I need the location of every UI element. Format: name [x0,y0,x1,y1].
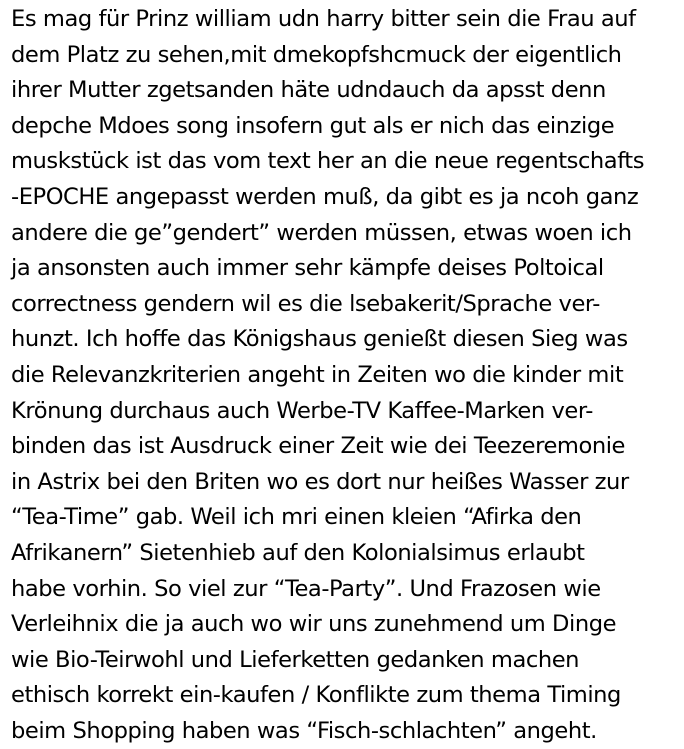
text-line: ihrer Mutter zgetsanden häte udndauch da apsst denn [11,77,606,104]
text-line: Verleihnix die ja auch wo wir uns zunehmend um Dinge [11,611,617,638]
text-line: Es mag für Prinz william udn harry bitter sein die Frau auf [11,6,636,32]
text-line: binden das ist Ausdruck einer Zeit wie dei Teezeremonie [11,433,625,460]
text-line: dem Platz zu sehen,mit dmekopfshcmuck der eigentlich [11,41,622,68]
text-line: hunzt. Ich hoffe das Königshaus genießt diesen Sieg was [11,326,628,353]
text-line: wie Bio-Teirwohl und Lieferketten gedanken machen [11,646,580,673]
text-line: andere die ge”gendert” werden müssen, etwas woen ich [11,219,632,246]
text-line: beim Shopping haben was “Fisch-schlachten” angeht. [11,717,597,744]
text-line: ethisch korrekt ein-kaufen / Konflikte zum thema Timing [11,682,621,709]
text-line: “Tea-Time” gab. Weil ich mri einen kleien “Afirka den [11,504,582,531]
text-line: depche Mdoes song insofern gut als er nich das einzige [11,112,615,139]
text-line: muskstück ist das vom text her an die neue regentschafts [11,148,645,175]
text-line: -EPOCHE angepasst werden muß, da gibt es ja ncoh ganz [11,183,639,210]
paragraph [11,2,679,749]
text-line: Afrikanern” Sietenhieb auf den Kolonialsimus erlaubt [11,539,585,566]
text-line: die Relevanzkriterien angeht in Zeiten wo die kinder mit [11,361,624,388]
text-line: ja ansonsten auch immer sehr kämpfe deises Poltoical [11,255,604,282]
text-line: Krönung durchaus auch Werbe-TV Kaffee-Marken ver- [11,397,593,424]
text-line: in Astrix bei den Briten wo es dort nur heißes Wasser zur [11,468,629,495]
text-line: habe vorhin. So viel zur “Tea-Party”. Und Frazosen wie [11,575,601,602]
text-line: correctness gendern wil es die lsebakerit/Sprache ver- [11,290,600,317]
